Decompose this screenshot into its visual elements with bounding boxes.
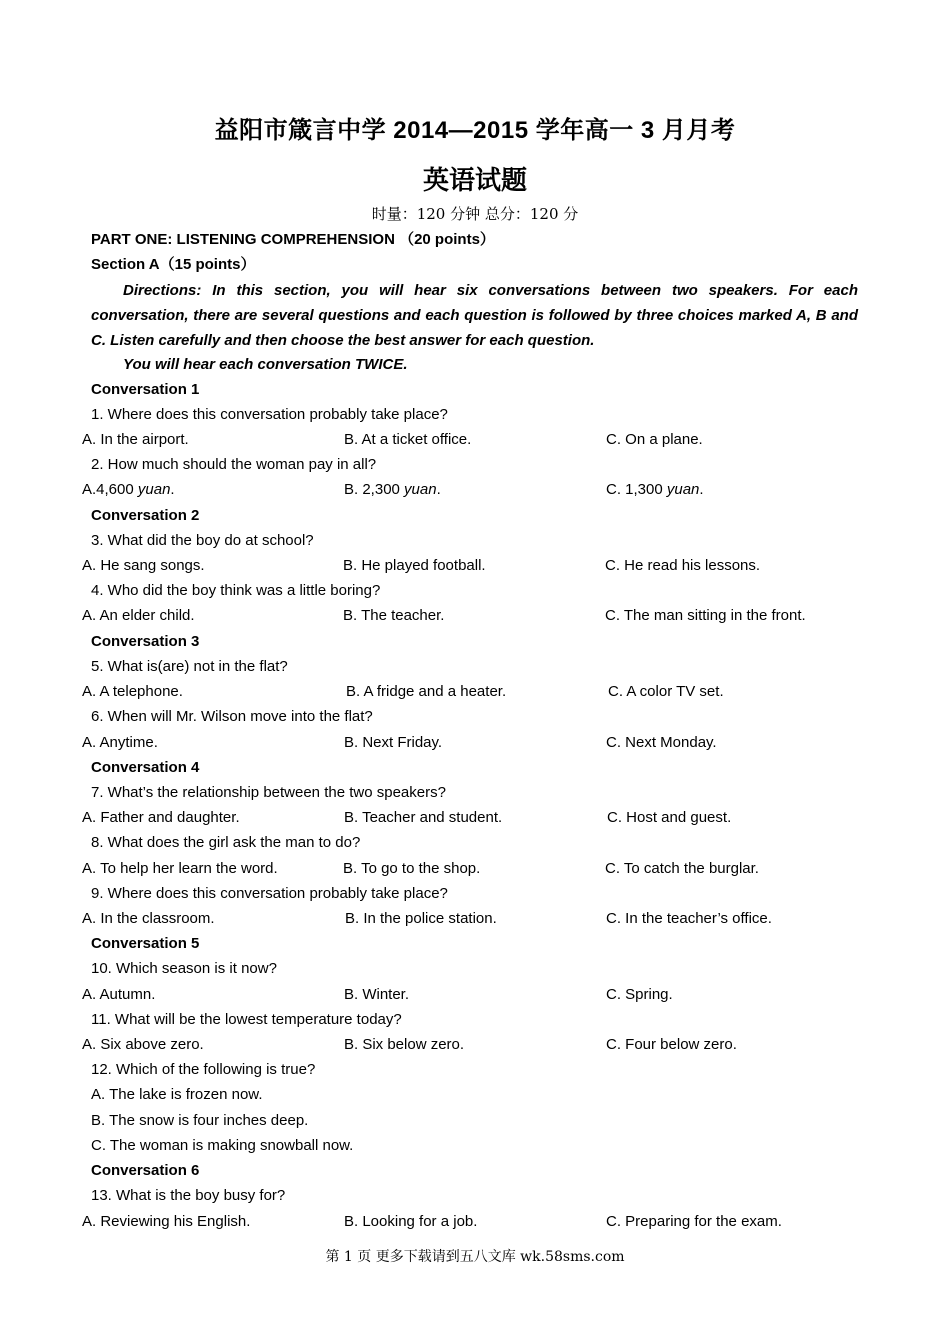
option-b: B. To go to the shop. <box>343 860 481 877</box>
option-a: A. He sang songs. <box>82 557 205 574</box>
page-footer: 第 1 页 更多下载请到五八文库 wk.58sms.com <box>325 1249 625 1265</box>
option-c: C. To catch the burglar. <box>605 860 759 877</box>
option-a: A.4,600 yuan. <box>82 481 175 498</box>
option-b: B. In the police station. <box>345 910 497 927</box>
section-heading: Section A（15 points） <box>91 256 256 273</box>
question: 12. Which of the following is true? <box>91 1061 316 1078</box>
question: 9. Where does this conversation probably take place? <box>91 885 448 902</box>
option-b: B. At a ticket office. <box>344 431 472 448</box>
option-a: A. The lake is frozen now. <box>91 1086 263 1103</box>
question: 8. What does the girl ask the man to do? <box>91 834 361 851</box>
directions-twice: You will hear each conversation TWICE. <box>123 356 408 373</box>
option-a: A. In the airport. <box>82 431 189 448</box>
option-c: C. 1,300 yuan. <box>606 481 704 498</box>
option-c: C. The man sitting in the front. <box>605 607 806 624</box>
part-heading: PART ONE: LISTENING COMPREHENSION （20 points） <box>91 231 495 248</box>
question: 5. What is(are) not in the flat? <box>91 658 288 675</box>
option-a: A. Reviewing his English. <box>82 1213 251 1230</box>
question: 7. What’s the relationship between the two speakers? <box>91 784 446 801</box>
question: 11. What will be the lowest temperature today? <box>91 1011 402 1028</box>
directions-text: Directions: In this section, you will hear six conversations between two speakers. For each conversation, there are several questions and each question is followed by three choices marked A, B and C. Listen carefully and then choose the best answer for each question. <box>91 282 858 349</box>
question: 3. What did the boy do at school? <box>91 532 314 549</box>
exam-title: 益阳市箴言中学 2014—2015 学年高一 3 月月考 <box>214 117 736 144</box>
question: 13. What is the boy busy for? <box>91 1187 286 1204</box>
option-a: A. An elder child. <box>82 607 195 624</box>
question: 1. Where does this conversation probably take place? <box>91 406 448 423</box>
option-c: C. Preparing for the exam. <box>606 1213 782 1230</box>
option-c: C. The woman is making snowball now. <box>91 1137 354 1154</box>
option-b: B. He played football. <box>343 557 486 574</box>
option-a: A. To help her learn the word. <box>82 860 278 877</box>
option-c: C. Four below zero. <box>606 1036 737 1053</box>
question: 6. When will Mr. Wilson move into the flat? <box>91 708 373 725</box>
option-a: A. A telephone. <box>82 683 183 700</box>
option-b: B. The teacher. <box>343 607 445 624</box>
option-b: B. The snow is four inches deep. <box>91 1112 309 1129</box>
option-c: C. On a plane. <box>606 431 703 448</box>
question: 2. How much should the woman pay in all? <box>91 456 377 473</box>
option-c: C. In the teacher’s office. <box>606 910 772 927</box>
option-a: A. Anytime. <box>82 734 158 751</box>
conversation-title: Conversation 5 <box>91 935 200 952</box>
option-b: B. Teacher and student. <box>344 809 503 826</box>
option-b: B. Next Friday. <box>344 734 443 751</box>
option-c: C. Host and guest. <box>607 809 732 826</box>
conversation-title: Conversation 4 <box>91 759 200 776</box>
option-c: C. He read his lessons. <box>605 557 761 574</box>
exam-subtitle: 英语试题 <box>422 165 527 195</box>
conversation-title: Conversation 6 <box>91 1162 200 1179</box>
option-b: B. Winter. <box>344 986 410 1003</box>
option-c: C. Next Monday. <box>606 734 717 751</box>
conversation-title: Conversation 1 <box>91 381 200 398</box>
option-a: A. Autumn. <box>82 986 156 1003</box>
question: 4. Who did the boy think was a little boring? <box>91 582 381 599</box>
exam-meta: 时量：120 分钟 总分：120 分 <box>371 205 579 223</box>
option-a: A. Six above zero. <box>82 1036 204 1053</box>
option-a: A. Father and daughter. <box>82 809 240 826</box>
option-b: B. Looking for a job. <box>344 1213 478 1230</box>
option-c: C. Spring. <box>606 986 673 1003</box>
option-a: A. In the classroom. <box>82 910 215 927</box>
conversation-title: Conversation 2 <box>91 507 200 524</box>
conversation-title: Conversation 3 <box>91 633 200 650</box>
option-c: C. A color TV set. <box>608 683 724 700</box>
question: 10. Which season is it now? <box>91 960 277 977</box>
option-b: B. A fridge and a heater. <box>346 683 507 700</box>
option-b: B. Six below zero. <box>344 1036 465 1053</box>
option-b: B. 2,300 yuan. <box>344 481 441 498</box>
